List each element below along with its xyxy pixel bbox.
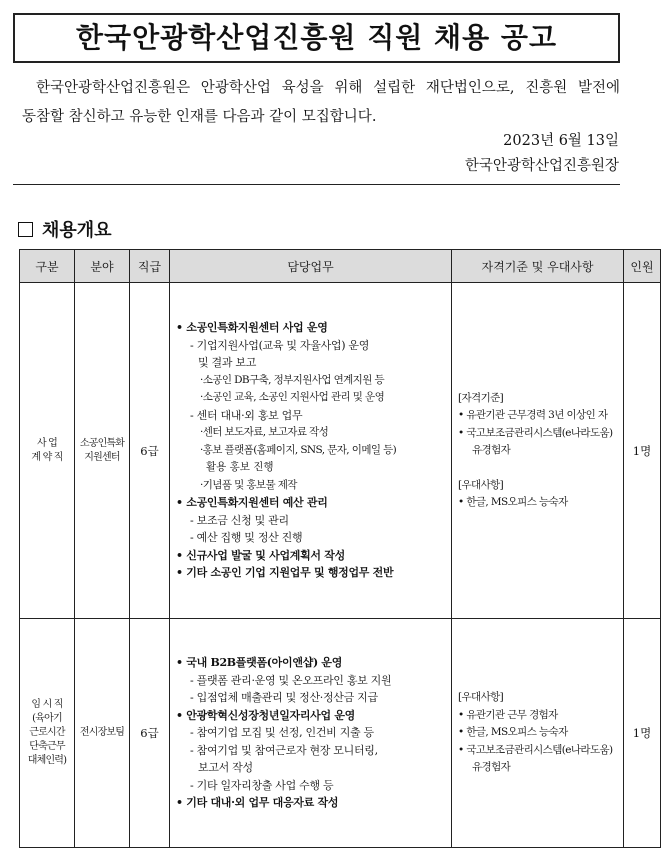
duty-line: - 참여기업 모집 및 선정, 인건비 지출 등 bbox=[190, 726, 374, 740]
duty-line: 활용 홍보 진행 bbox=[206, 461, 274, 474]
duty-line: - 기업지원사업(교육 및 자율사업) 운영 bbox=[190, 338, 370, 352]
field-line: 지원센터 bbox=[84, 451, 120, 463]
header-grade: 직급 bbox=[130, 250, 170, 283]
category-line: 계 약 직 bbox=[31, 451, 63, 463]
section-title: 채용개요 bbox=[42, 220, 112, 241]
header-category: 구분 bbox=[20, 250, 75, 283]
header-count: 인원 bbox=[624, 250, 661, 283]
category-line: 임 시 직 bbox=[31, 699, 63, 710]
cell-grade: 6급 bbox=[130, 619, 170, 848]
duty-line: • 안광학혁신성장청년일자리사업 운영 bbox=[176, 708, 356, 722]
cell-count: 1명 bbox=[624, 283, 661, 619]
duty-line: - 기타 일자리창출 사업 수행 등 bbox=[190, 778, 334, 792]
duty-line: - 보조금 신청 및 관리 bbox=[190, 513, 289, 527]
duty-line: 보고서 작성 bbox=[198, 761, 253, 775]
divider bbox=[13, 184, 620, 185]
duty-line: - 입점업체 매출관리 및 정산·정산금 지급 bbox=[190, 691, 378, 705]
section-heading bbox=[18, 216, 112, 242]
spacer bbox=[458, 460, 617, 477]
cell-field bbox=[75, 283, 130, 619]
cell-duties bbox=[170, 619, 452, 848]
cell-field bbox=[75, 619, 130, 848]
duty-line: - 플랫폼 관리·운영 및 온오프라인 홍보 지원 bbox=[190, 673, 392, 687]
table-row bbox=[20, 283, 661, 619]
duty-line: - 예산 집행 및 정산 진행 bbox=[190, 531, 303, 545]
duty-line: ·소공인 DB구축, 정부지원사업 연계지원 등 bbox=[200, 373, 385, 386]
duty-line: • 기타 대내·외 업무 대응자료 작성 bbox=[176, 796, 339, 810]
qualification-line: [우대사항] bbox=[458, 478, 504, 491]
organization-signature: 한국안광학산업진흥원장 bbox=[464, 158, 619, 174]
qualification-line: 유경험자 bbox=[472, 444, 511, 456]
page-title: 한국안광학산업진흥원 직원 채용 공고 bbox=[75, 21, 557, 54]
category-line: 근로시간 bbox=[29, 727, 65, 738]
announcement-date: 2023년 6월 13일 bbox=[503, 133, 619, 149]
qualification-line: • 유관기관 근무경력 3년 이상인 자 bbox=[458, 409, 608, 421]
qualification-line: • 유관기관 근무 경험자 bbox=[458, 708, 558, 721]
duty-line: • 기타 소공인 기업 지원업무 및 행정업무 전반 bbox=[176, 566, 394, 580]
cell-duties bbox=[170, 283, 452, 619]
qualification-line: 유경험자 bbox=[472, 761, 511, 774]
qualification-line: • 국고보조금관리시스템(e나라도움) bbox=[458, 743, 613, 756]
category-line: 사 업 bbox=[36, 437, 58, 449]
duty-line: ·홍보 플랫폼(홈페이지, SNS, 문자, 이메일 등) bbox=[200, 443, 397, 456]
cell-category bbox=[20, 283, 75, 619]
header-qualifications: 자격기준 및 우대사항 bbox=[452, 250, 624, 283]
duty-line: 및 결과 보고 bbox=[198, 356, 257, 370]
intro bbox=[22, 74, 620, 132]
duty-line: ·센터 보도자료, 보고자료 작성 bbox=[200, 426, 329, 439]
checkbox-square-icon bbox=[18, 222, 33, 237]
table-header-row bbox=[20, 250, 661, 283]
duty-line: • 소공인특화지원센터 예산 관리 bbox=[176, 496, 328, 510]
duty-line: • 신규사업 발굴 및 사업계획서 작성 bbox=[176, 548, 345, 562]
category-line: (육아기 bbox=[32, 713, 62, 724]
qualification-line: • 한글, MS오피스 능숙자 bbox=[458, 726, 568, 739]
intro-paragraph: 한국안광학산업진흥원은 안광학산업 육성을 위해 설립한 재단법인으로, 진흥원 발전에 동참할 참신하고 유능한 인재를 다음과 같이 모집합니다. bbox=[22, 80, 620, 125]
cell-grade: 6급 bbox=[130, 283, 170, 619]
field-line: 소공인특화 bbox=[79, 437, 125, 449]
category-line: 대체인력) bbox=[27, 755, 67, 766]
cell-category bbox=[20, 619, 75, 848]
qualification-line: [우대사항] bbox=[458, 691, 504, 704]
duty-line: • 소공인특화지원센터 사업 운영 bbox=[176, 321, 328, 335]
title-box bbox=[13, 13, 620, 63]
header-duties: 담당업무 bbox=[170, 250, 452, 283]
category-line: 단축근무 bbox=[29, 741, 65, 752]
qualification-line: • 한글, MS오피스 능숙자 bbox=[458, 496, 568, 508]
table-row bbox=[20, 619, 661, 848]
cell-count: 1명 bbox=[624, 619, 661, 848]
qualification-line: [자격기준] bbox=[458, 391, 504, 404]
duty-line: ·소공인 교육, 소공인 지원사업 관리 및 운영 bbox=[200, 391, 385, 404]
duty-line: • 국내 B2B플랫폼(아이앤샵) 운영 bbox=[176, 656, 343, 670]
cell-qualifications bbox=[452, 283, 624, 619]
duty-line: - 참여기업 및 참여근로자 현장 모니터링, bbox=[190, 743, 378, 757]
field-line: 전시장보팀 bbox=[79, 727, 125, 738]
duty-line: ·기념품 및 홍보물 제작 bbox=[200, 478, 297, 491]
qualification-line: • 국고보조금관리시스템(e나라도움) bbox=[458, 426, 613, 439]
header-field: 분야 bbox=[75, 250, 130, 283]
duty-line: - 센터 대내·외 홍보 업무 bbox=[190, 408, 303, 422]
recruitment-table bbox=[19, 249, 661, 848]
cell-qualifications bbox=[452, 619, 624, 848]
